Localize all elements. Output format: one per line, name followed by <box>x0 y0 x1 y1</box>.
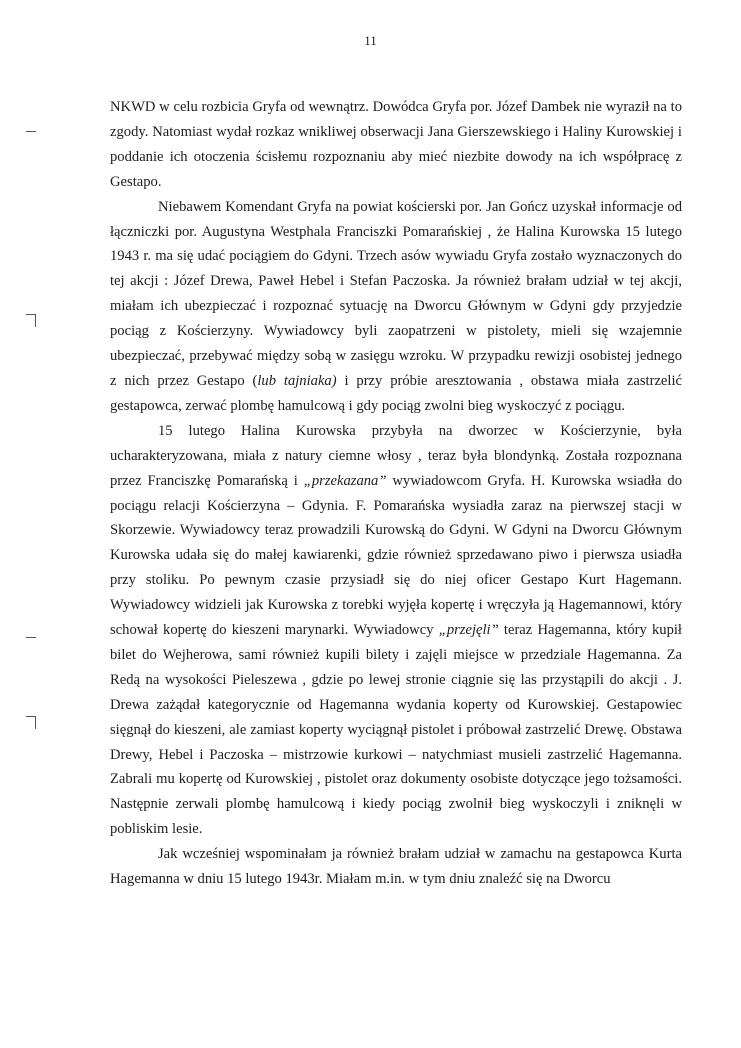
binder-mark <box>26 131 36 132</box>
text-run: 15 lutego Halina Kurowska przybyła na dworzec w Kościerzynie, była ucharakteryzowana, miała z natury ciemne włosy , teraz była blondynką. Została rozpoznana przez Franciszkę Pomarańską i <box>110 422 682 489</box>
paragraph <box>110 95 682 195</box>
text-run: NKWD w celu rozbicia Gryfa od wewnątrz. Dowódca Gryfa por. Józef Dambek nie wyraził na to zgody. Natomiast wydał rozkaz wnikliwej obserwacji Jana Gierszewskiego i Haliny Kurowskiej i poddanie ich otoczenia ścisłemu rozpoznaniu aby mieć niezbite dowody na ich współpracę z Gestapo. <box>110 99 682 190</box>
paragraph <box>110 419 682 842</box>
text-run: wywiadowcom Gryfa. H. Kurowska wsiadła do pociągu relacji Kościerzyna – Gdynia. F. Pomarańska wysiadła zaraz na pierwszej stacji w Skorzewie. Wywiadowcy teraz prowadzili Kurowską do Gdyni. W Gdyni na Dworcu Głównym Kurowska udała się do małej kawiarenki, gdzie również sprzedawano piwo i pierwsza usiadła przy stoliku. Po pewnym czasie przysiadł się do niej oficer Gestapo Kurt Hagemann. Wywiadowcy widzieli jak Kurowska z torebki wyjęła kopertę i wręczyła ją Hagemannowi, który schował kopertę do kieszeni marynarki. Wywiadowcy <box>110 472 682 639</box>
paragraph <box>110 842 682 892</box>
binder-mark <box>26 637 36 638</box>
text-run: Niebawem Komendant Gryfa na powiat kościerski por. Jan Gończ uzyskał informacje od łączniczki por. Augustyna Westphala Franciszki Pomarańskiej , że Halina Kurowska 15 lutego 1943 r. ma się udać pociągiem do Gdyni. Trzech asów wywiadu Gryfa zostało wyznaczonych do tej akcji : Józef Drewa, Paweł Hebel i Stefan Paczoska. Ja również brałam udział w tej akcji, miałam ich ubezpieczać i rozpoznać sytuację na Dworcu Głównym w Gdyni gdy przyjedzie pociąg z Kościerzyny. Wywiadowcy byli zaopatrzeni w pistolety, mieli się wzajemnie ubezpieczać, przebywać między sobą w zasięgu wzroku. W przypadku rewizji osobistej jednego z nich przez Gestapo ( <box>110 198 682 389</box>
document-body <box>110 95 682 892</box>
paragraph <box>110 195 682 419</box>
page-number: 11 <box>364 33 377 48</box>
italic-run: „przejęli” <box>438 622 499 639</box>
binder-mark <box>26 716 36 717</box>
text-run: i przy próbie aresztowania , obstawa miała zastrzelić gestapowca, zerwać plombę hamulcową i gdy pociąg zwolni bieg wyskoczyć z pociągu. <box>110 372 682 414</box>
text-run: teraz Hagemanna, który kupił bilet do Wejherowa, sami również kupili bilety i zajęli miejsce w przedziale Hagemanna. Za Redą na wysokości Pieleszewa , gdzie po lewej stronie ciągnie się las przystąpili do akcji . J. Drewa zażądał kategorycznie od Hagemanna wydania koperty od Kurowskiej. Gestapowiec sięgnął do kieszeni, ale zamiast koperty wyciągnął pistolet i próbował zastrzelić Drewę. Obstawa Drewy, Hebel i Paczoska – mistrzowie kurkowi – natychmiast musieli zastrzelić Hagemanna. Zabrali mu kopertę od Kurowskiej , pistolet oraz dokumenty osobiste dotyczące jego tożsamości. Następnie zerwali plombę hamulcową i kiedy pociąg zwolnił bieg wyskoczyli i zniknęli w pobliskim lesie. <box>110 622 682 838</box>
italic-run: „przekazana” <box>303 472 387 489</box>
italic-run: lub tajniaka) <box>257 372 337 389</box>
text-run: Jak wcześniej wspominałam ja również brałam udział w zamachu na gestapowca Kurta Hagemanna w dniu 15 lutego 1943r. Miałam m.in. w tym dniu znaleźć się na Dworcu <box>110 846 682 888</box>
binder-mark <box>26 314 36 315</box>
